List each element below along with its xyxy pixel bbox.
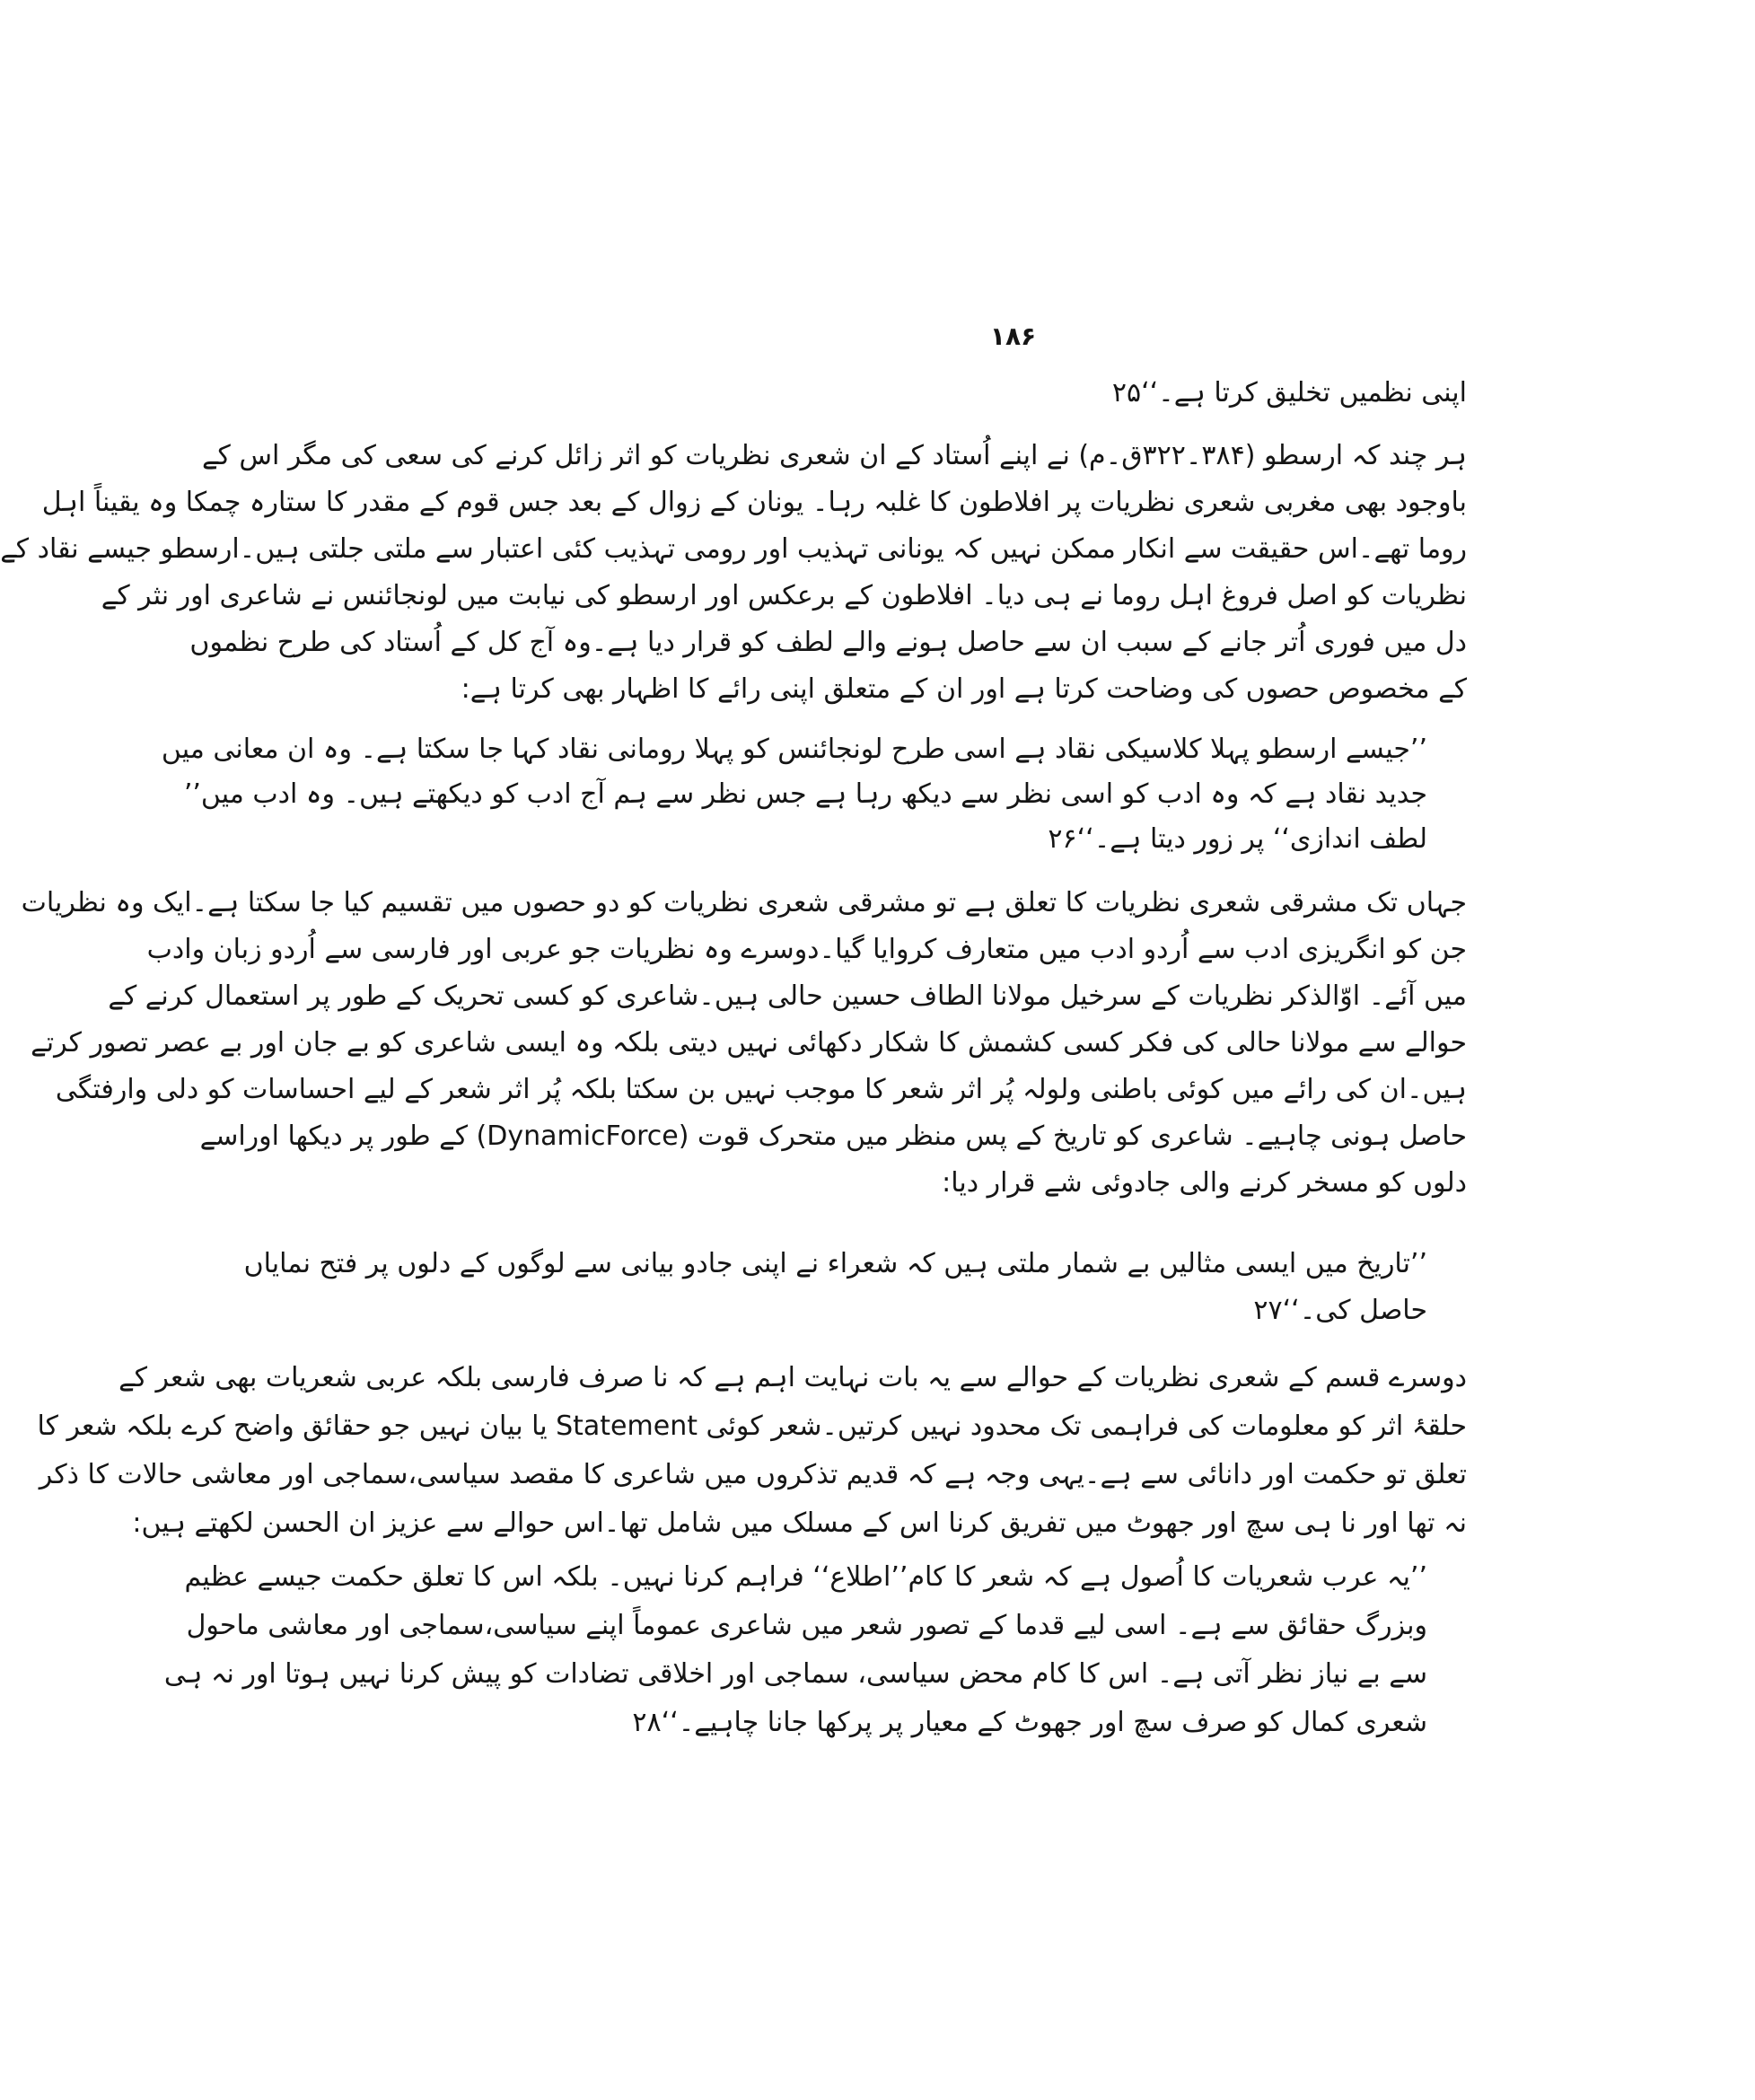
quote-2 <box>243 1241 1427 1334</box>
paragraph-line: روما تھے۔اس حقیقت سے انکار ممکن نہیں کہ یونانی تہذیب اور رومی تہذیب کئی اعتبار سے ملتی جلتی ہیں۔ارسطو جیسے نقاد کے <box>0 533 1467 565</box>
paragraph-line: ہر چند کہ ارسطو (۳۸۴۔۳۲۲ق۔م) نے اپنے اُستاد کے ان شعری نظریات کو اثر زائل کرنے کی سعی کی مگر اس کے <box>201 440 1467 471</box>
paragraph-line: کے مخصوص حصوں کی وضاحت کرتا ہے اور ان کے متعلق اپنی رائے کا اظہار بھی کرتا ہے: <box>461 673 1467 705</box>
quote-line: ’’جیسے ارسطو پہلا کلاسیکی نقاد ہے اسی طرح لونجائنس کو پہلا رومانی نقاد کہا جا سکتا ہے۔ وہ ان معانی میں <box>161 734 1427 765</box>
page-number: ۱۸۶ <box>989 321 1037 351</box>
paragraph-line: جہاں تک مشرقی شعری نظریات کا تعلق ہے تو مشرقی شعری نظریات کو دو حصوں میں تقسیم کیا جا سکتا ہے۔ایک وہ نظریات <box>21 887 1467 918</box>
paragraph-line: دل میں فوری اُتر جانے کے سبب ان سے حاصل ہونے والے لطف کو قرار دیا ہے۔وہ آج کل کے اُستاد کی طرح نظموں <box>189 627 1467 658</box>
paragraph-line: میں آئے۔ اوّالذکر نظریات کے سرخیل مولانا الطاف حسین حالی ہیں۔شاعری کو کسی تحریک کے طور پر استعمال کرنے کے <box>108 980 1467 1012</box>
paragraph-line: حوالے سے مولانا حالی کی فکر کسی کشمش کا شکار دکھائی نہیں دیتی بلکہ وہ ایسی شاعری کو بے جان اور بے عصر تصور کرتے <box>31 1027 1467 1059</box>
paragraph-2 <box>21 880 1467 1207</box>
opening-line: اپنی نظمیں تخلیق کرتا ہے۔‘‘۲۵ <box>1111 377 1467 409</box>
quote-line: ’’تاریخ میں ایسی مثالیں بے شمار ملتی ہیں کہ شعراء نے اپنی جادو بیانی سے لوگوں کے دلوں پر فتح نمایاں <box>243 1248 1427 1279</box>
paragraph-line: حاصل ہونی چاہیے۔ شاعری کو تاریخ کے پس منظر میں متحرک قوت (DynamicForce) کے طور پر دیکھا اوراسے <box>199 1120 1467 1152</box>
paragraph-line: تعلق تو حکمت اور دانائی سے ہے۔یہی وجہ ہے کہ قدیم تذکروں میں شاعری کا مقصد سیاسی،سماجی اور معاشی حالات کا ذکر <box>39 1459 1467 1490</box>
paragraph-line: باوجود بھی مغربی شعری نظریات پر افلاطون کا غلبہ رہا۔ یونان کے زوال کے بعد جس قوم کے مقدر کا ستارہ چمکا وہ یقیناً اہل <box>41 487 1467 518</box>
quote-line: ’’یہ عرب شعریات کا اُصول ہے کہ شعر کا کام’’اطلاع‘‘ فراہم کرنا نہیں۔ بلکہ اس کا تعلق حکمت جیسے عظیم <box>184 1561 1427 1593</box>
paragraph-3 <box>37 1354 1467 1548</box>
paragraph-line: نظریات کو اصل فروغ اہل روما نے ہی دیا۔ افلاطون کے برعکس اور ارسطو کی نیابت میں لونجائنس نے شاعری اور نثر کے <box>101 580 1467 611</box>
quote-1 <box>161 727 1427 862</box>
quote-line: وبزرگ حقائق سے ہے۔ اسی لیے قدما کے تصور شعر میں شاعری عموماً اپنے سیاسی،سماجی اور معاشی ماحول <box>186 1610 1427 1641</box>
paragraph-line: دلوں کو مسخر کرنے والی جادوئی شے قرار دیا: <box>942 1167 1467 1199</box>
quote-line: لطف اندازی‘‘ پر زور دیتا ہے۔‘‘۲۶ <box>1048 823 1427 855</box>
paragraph-1 <box>0 433 1467 713</box>
paragraph-line: جن کو انگریزی ادب سے اُردو ادب میں متعارف کروایا گیا۔دوسرے وہ نظریات جو عربی اور فارسی سے اُردو زبان وادب <box>146 934 1467 965</box>
paragraph-line: نہ تھا اور نا ہی سچ اور جھوٹ میں تفریق کرنا اس کے مسلک میں شامل تھا۔اس حوالے سے عزیز ان الحسن لکھتے ہیں: <box>132 1507 1467 1539</box>
opening-line-block <box>560 377 1467 409</box>
quote-line: حاصل کی۔‘‘۲۷ <box>1253 1295 1427 1326</box>
quote-3 <box>163 1553 1427 1747</box>
quote-line: شعری کمال کو صرف سچ اور جھوٹ کے معیار پر پرکھا جانا چاہیے۔‘‘۲۸ <box>632 1707 1427 1738</box>
quote-line: جدید نقاد ہے کہ وہ ادب کو اسی نظر سے دیکھ رہا ہے جس نظر سے ہم آج ادب کو دیکھتے ہیں۔ وہ ادب میں’’ <box>183 778 1427 810</box>
paragraph-line: دوسرے قسم کے شعری نظریات کے حوالے سے یہ بات نہایت اہم ہے کہ نا صرف فارسی بلکہ عربی شعریات بھی شعر کے <box>118 1362 1467 1393</box>
quote-line: سے بے نیاز نظر آتی ہے۔ اس کا کام محض سیاسی، سماجی اور اخلاقی تضادات کو پیش کرنا نہیں ہوتا اور نہ ہی <box>163 1658 1427 1690</box>
paragraph-line: ہیں۔ان کی رائے میں کوئی باطنی ولولہ پُر اثر شعر کا موجب نہیں بن سکتا بلکہ پُر اثر شعر کے لیے احساسات کو دلی وارفتگی <box>55 1074 1467 1105</box>
paragraph-line: حلقۂ اثر کو معلومات کی فراہمی تک محدود نہیں کرتیں۔شعر کوئی Statement یا بیان نہیں جو حقائق واضح کرے بلکہ شعر کا <box>37 1410 1467 1442</box>
